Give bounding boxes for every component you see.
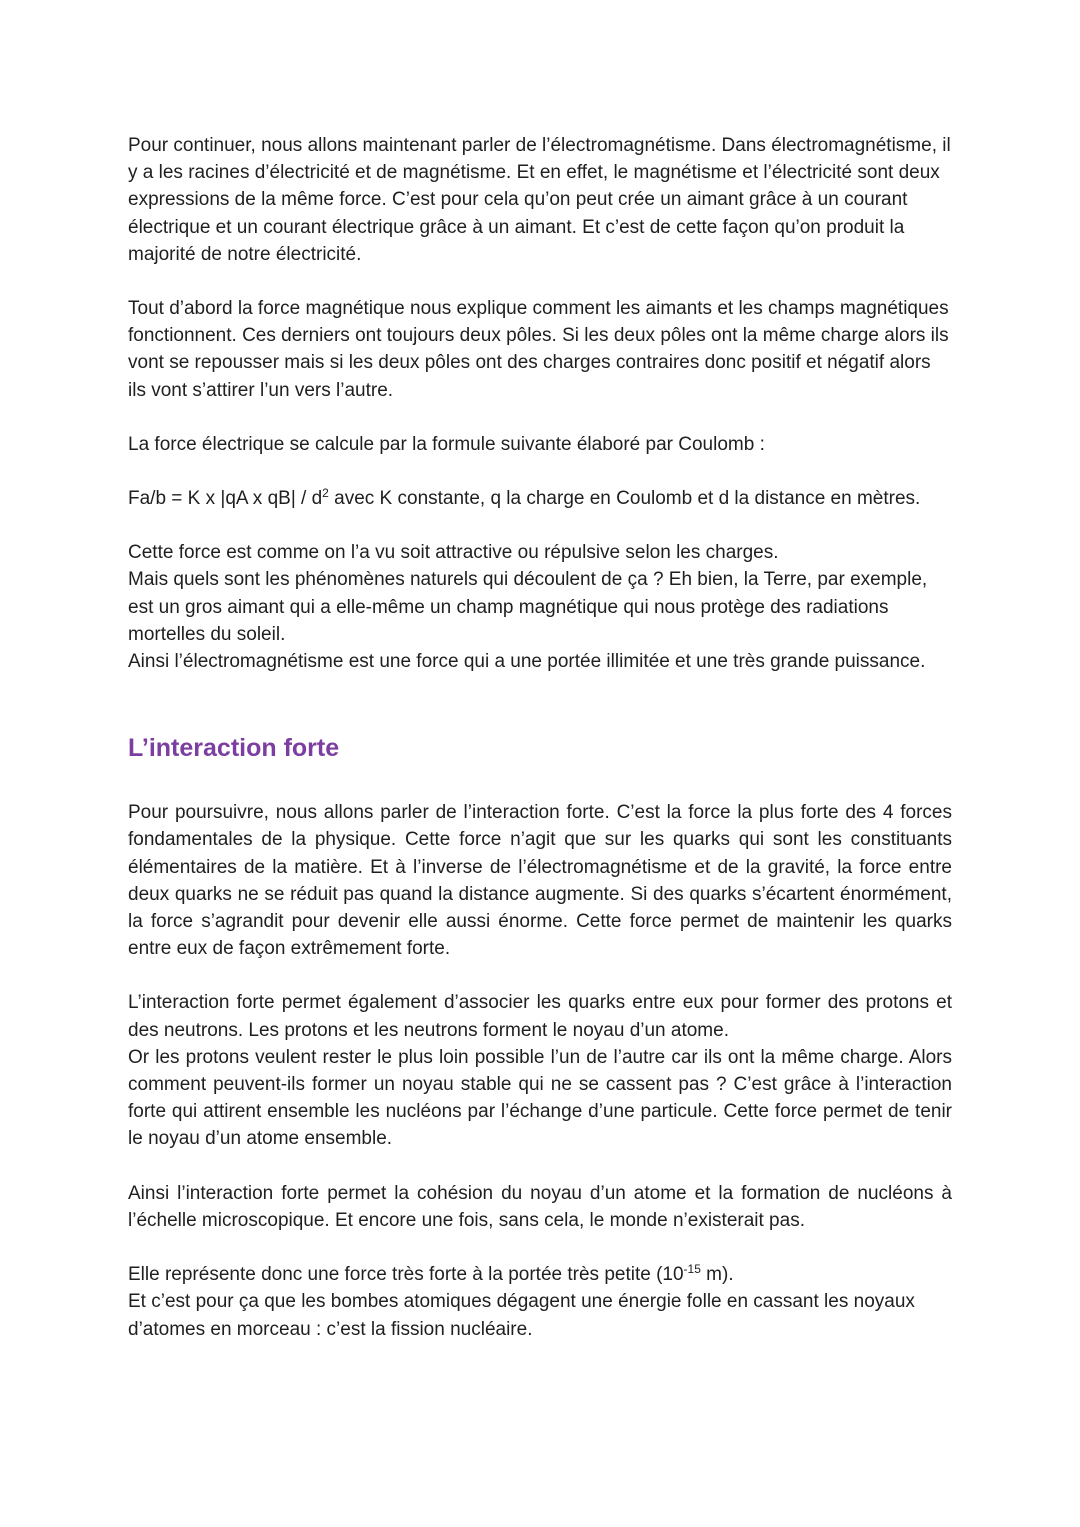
section-heading-strong-interaction: L’interaction forte [128, 734, 340, 763]
paragraph-em-conclusion: Ainsi l’électromagnétisme est une force qui a une portée illimitée et une très grande puissance. [128, 651, 926, 673]
paragraph-electromagnetism-intro: Pour continuer, nous allons maintenant parler de l’électromagnétisme. Dans électromagnétisme, il y a les racines d’électricité et de magnétisme. Et en effet, le magnétisme et l’électricité sont deux expressions de la même force. C’est pour cela qu’on peut crée un aimant grâce à un courant électrique et un courant électrique grâce à un aimant. Et c’est de cette façon qu’on produit la majorité de notre électricité. [128, 135, 951, 265]
paragraph-stable-nucleus: Or les protons veulent rester le plus loin possible l’un de l’autre car ils ont la même charge. Alors comment peuvent-ils former un noyau stable qui ne se cassent pas ? C’est grâce à l’interaction forte qui attirent ensemble les nucléons par l’échange d’une particule. Cette force permet de tenir le noyau d’un atome ensemble. [128, 1046, 952, 1150]
paragraph-fission: Et c’est pour ça que les bombes atomiques dégagent une énergie folle en cassant les noyaux d’atomes en morceau : c’est la fission nucléaire. [128, 1291, 915, 1340]
paragraph-magnetic-force: Tout d’abord la force magnétique nous explique comment les aimants et les champs magnétiques fonctionnent. Ces derniers ont toujours deux pôles. Si les deux pôles ont la même charge alors ils vont se repousser mais si les deux pôles ont des charges contraires donc positif et négatif alors ils vont s’attirer l’un vers l’autre. [128, 298, 949, 401]
formula-before: Fa/b = K x |qA x qB| / d [128, 488, 323, 510]
range-after: m). [700, 1264, 734, 1286]
paragraph-force-nature: Cette force est comme on l’a vu soit attractive ou répulsive selon les charges. [128, 542, 779, 564]
range-exponent: -15 [683, 1262, 701, 1277]
formula-after: avec K constante, q la charge en Coulomb et d la distance en mètres. [328, 488, 921, 510]
coulomb-formula [128, 485, 952, 512]
paragraph-coulomb-intro: La force électrique se calcule par la formule suivante élaboré par Coulomb : [128, 433, 765, 455]
formula-exponent: 2 [322, 486, 329, 501]
paragraph-protons-neutrons: L’interaction forte permet également d’associer les quarks entre eux pour former des protons et des neutrons. Les protons et les neutrons forment le noyau d’un atome. [128, 992, 952, 1041]
paragraph-earth-magnet: Mais quels sont les phénomènes naturels qui découlent de ça ? Eh bien, la Terre, par exemple, est un gros aimant qui a elle-même un champ magnétique qui nous protège des radiations mortelles du soleil. [128, 569, 928, 645]
paragraph-strong-conclusion: Ainsi l’interaction forte permet la cohésion du noyau d’un atome et la formation de nucléons à l’échelle microscopique. Et encore une fois, sans cela, le monde n’existerait pas. [128, 1182, 952, 1231]
paragraph-strong-intro: Pour poursuivre, nous allons parler de l’interaction forte. C’est la force la plus forte des 4 forces fondamentales de la physique. Cette force n’agit que sur les quarks qui sont les constituants élémentaires de la matière. Et à l’inverse de l’électromagnétisme et de la gravité, la force entre deux quarks ne se réduit pas quand la distance augmente. Si des quarks s’écartent énormément, la force s’agrandit pour devenir elle aussi énorme. Cette force permet de maintenir les quarks entre eux de façon extrêmement forte. [128, 802, 952, 960]
document-page [128, 132, 952, 1343]
range-before: Elle représente donc une force très forte à la portée très petite (10 [128, 1264, 684, 1286]
paragraph-strong-range [128, 1261, 952, 1288]
